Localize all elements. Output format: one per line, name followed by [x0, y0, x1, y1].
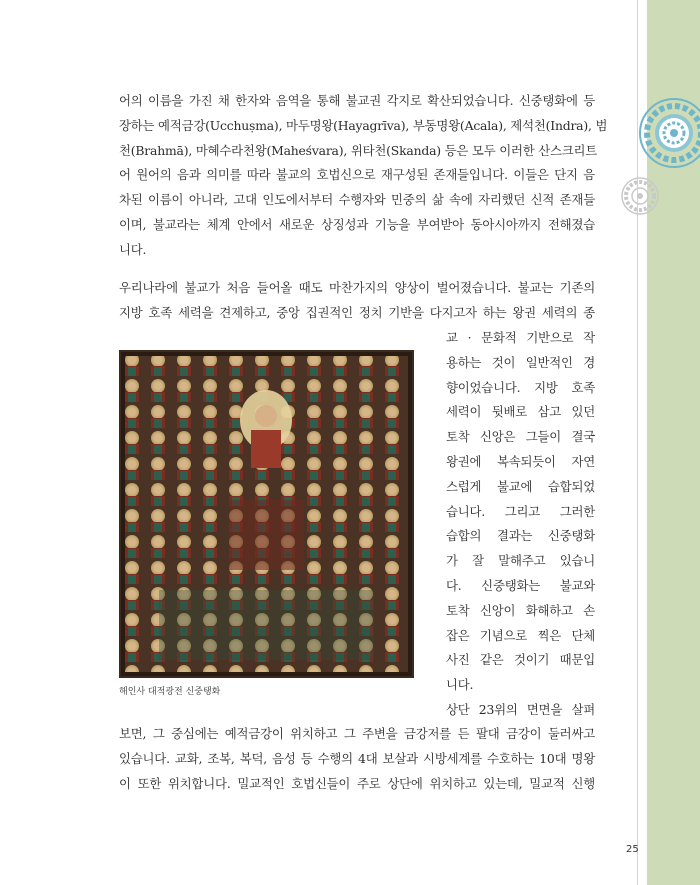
- text-line: 이 또한 위치합니다. 밀교적인 호법신들이 주로 상단에 위치하고 있는데, 밀교적 신행: [119, 775, 595, 791]
- lotus-ornament-icon: [636, 96, 700, 170]
- paragraph-3: [119, 722, 595, 796]
- text-line: 세력이 뒷배로 삼고 있던: [446, 404, 595, 420]
- text-line: 장하는 예적금강(Ucchuṣma), 마두명왕(Hayagrīva), 부동명왕(Acala), 제석천(Indra), 범: [119, 117, 608, 133]
- text-line: 향이었습니다. 지방 호족: [446, 379, 595, 395]
- text-line: 가 잘 말해주고 있습니: [446, 553, 595, 569]
- text-line: 니다.: [119, 241, 147, 257]
- text-line: 이며, 불교라는 체계 안에서 새로운 상징성과 기능을 부여받아 동아시아까지 전해졌습: [119, 216, 595, 232]
- text-line: 니다.: [446, 677, 474, 693]
- page-number: 25: [626, 844, 639, 855]
- text-line: 차된 이름이 아니라, 고대 인도에서부터 수행자와 민중의 삶 속에 자리했던 신적 존재들: [119, 192, 595, 208]
- text-line: 천(Brahmā), 마혜수라천왕(Maheśvara), 위타천(Skanda) 등은 모두 이러한 산스크리트: [119, 142, 598, 158]
- text-line: 어의 이름을 가진 채 한자와 음역을 통해 불교권 각지로 확산되었습니다. 신중탱화에 등: [119, 93, 595, 108]
- text-line: 습합의 결과는 신중탱화: [446, 528, 595, 544]
- text-line: 토착 신앙은 그들이 결국: [446, 429, 595, 445]
- text-line: 교 · 문화적 기반으로 작: [446, 330, 595, 345]
- text-line: 우리나라에 불교가 처음 들어올 때도 마찬가지의 양상이 벌어졌습니다. 불교는 기존의: [119, 280, 595, 295]
- text-line: 보면, 그 중심에는 예적금강이 위치하고 그 주변을 금강저를 든 팔대 금강이 둘러싸고: [119, 726, 595, 741]
- text-line: 다. 신중탱화는 불교와: [446, 577, 595, 593]
- painting-illustration: [119, 350, 414, 678]
- paragraph-2: [119, 276, 595, 326]
- text-line: 스럽게 불교에 습합되었: [446, 478, 595, 494]
- paragraph-1: [119, 89, 608, 263]
- figure-caption: 해인사 대적광전 신중탱화: [119, 687, 221, 697]
- text-line: 상단 23위의 면면을 살펴: [446, 702, 595, 717]
- text-line: 왕권에 복속되듯이 자연: [446, 453, 595, 469]
- text-line: 습니다. 그리고 그러한: [446, 503, 595, 519]
- text-line: 토착 신앙이 화해하고 손: [446, 602, 595, 618]
- paragraph-3-start: [446, 698, 595, 723]
- text-line: 어 원어의 음과 의미를 따라 불교의 호법신으로 재구성된 존재들입니다. 이들은 단지 음: [119, 167, 595, 183]
- small-lotus-ornament-icon: [620, 176, 660, 216]
- text-line: 용하는 것이 일반적인 경: [446, 354, 595, 370]
- text-line: 지방 호족 세력을 견제하고, 중앙 집권적인 정치 기반을 다지고자 하는 왕권 세력의 종: [119, 304, 595, 320]
- buddhist-painting-image: [119, 350, 414, 678]
- text-line: 잡은 기념으로 찍은 단체: [446, 627, 595, 643]
- paragraph-2-wrap-column: [446, 326, 595, 698]
- text-line: 사진 같은 것이기 때문입: [446, 652, 595, 668]
- text-line: 있습니다. 교화, 조복, 복덕, 음성 등 수행의 4대 보살과 시방세계를 수호하는 10대 명왕: [119, 750, 595, 766]
